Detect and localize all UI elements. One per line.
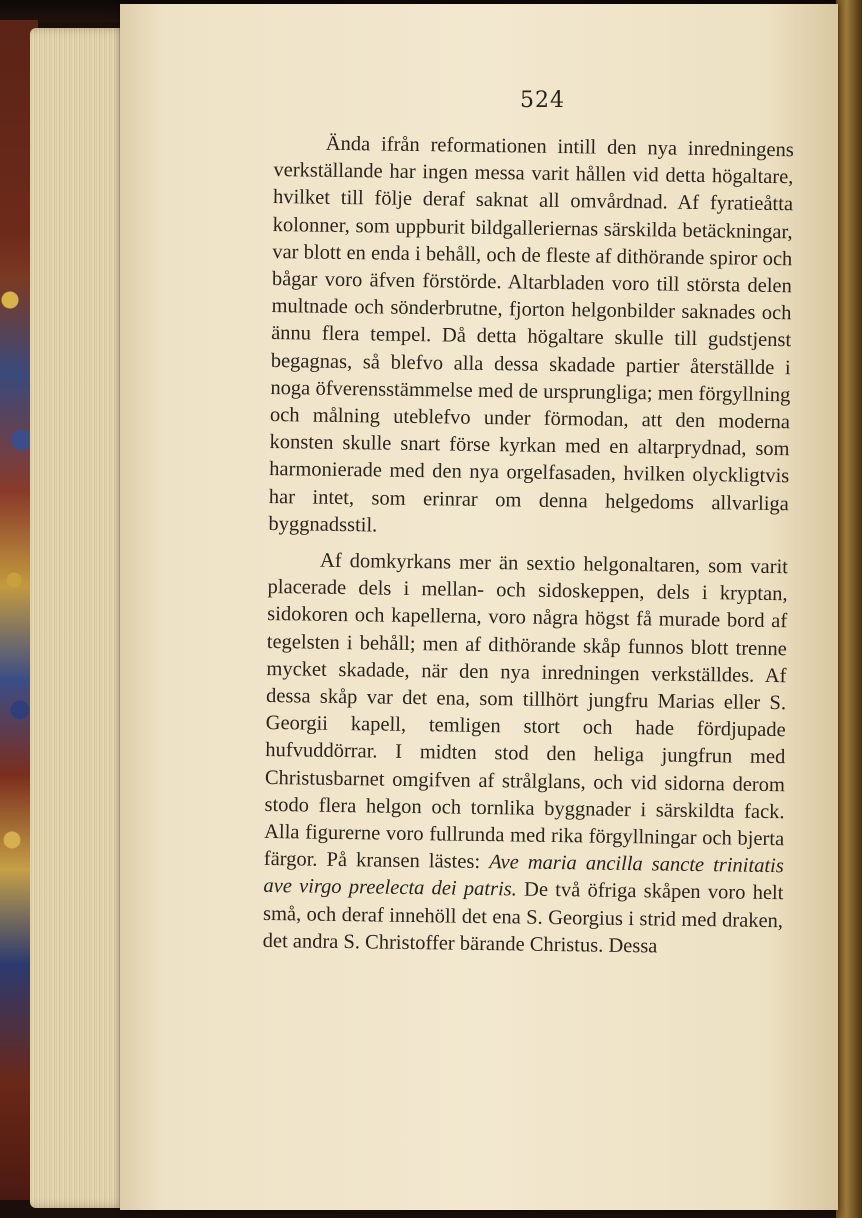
latin-inscription: Ave maria ancilla sancte trinitatis ave virgo preelecta dei patris.: [263, 851, 784, 901]
book-cover-right: [836, 0, 862, 1218]
page-number: 524: [520, 88, 565, 113]
paragraph-2: [262, 547, 788, 962]
paragraph-2-text-b: De två öfriga skåpen voro helt små, och deraf innehöll det ena S. Georgius i strid med draken, det andra S. Christoffer bärande Christus. Dessa: [262, 879, 784, 958]
page-text: [262, 130, 793, 962]
paragraph-1: Ända ifrån reformationen intill den nya inredningens verkställande har ingen messa varit hållen vid detta högaltare, hvilket till följe deraf saknat all omvårdnad. Af fyratieåtta kolonner, som uppburit bildgalleriernas särskilda betäckningar, var blott en enda i behåll, och de fleste af dithörande spiror och bågar voro äfven förstörde. Altarbladen voro till största delen multnade och sönderbrutne, fjorton helgonbilder saknades och ännu flera tempel. Då detta högaltare skulle till gudstjenst begagnas, så blefvo alla dessa skadade partier återställde i noga öfverensstämmelse med de ursprungliga; men förgyllning och målning uteblefvo under förmodan, att den moderna konsten skulle snart förse kyrkan med en altarprydnad, som harmonierade med den nya orgelfasaden, hvilken olyckligtvis har intet, som erinrar om denna helgedoms allvarliga byggnadsstil.: [268, 132, 794, 537]
paragraph-2-text-a: Af domkyrkans mer än sextio helgonaltaren, som varit placerade dels i mellan- och sidoskeppen, dels i kryptan, sidokoren och kapellerna, voro några högst få murade bord af tegelsten i behåll; men af dithörande skåp funnos blott trenne mycket skadade, när den nya inredningen verkställdes. Af dessa skåp var det ena, som tillhört jungfru Marias eller S. Georgii kapell, temligen stort och hade fördjupade hufvuddörrar. I midten stod den heliga jungfrun med Christusbarnet omgifven af strålglans, och vid sidorna derom stodo flera helgon och tornlika byggnader i särskildta fack. Alla figurerne voro fullrunda med rika förgyllningar och bjerta färgor. På kransen lästes:: [263, 549, 789, 874]
